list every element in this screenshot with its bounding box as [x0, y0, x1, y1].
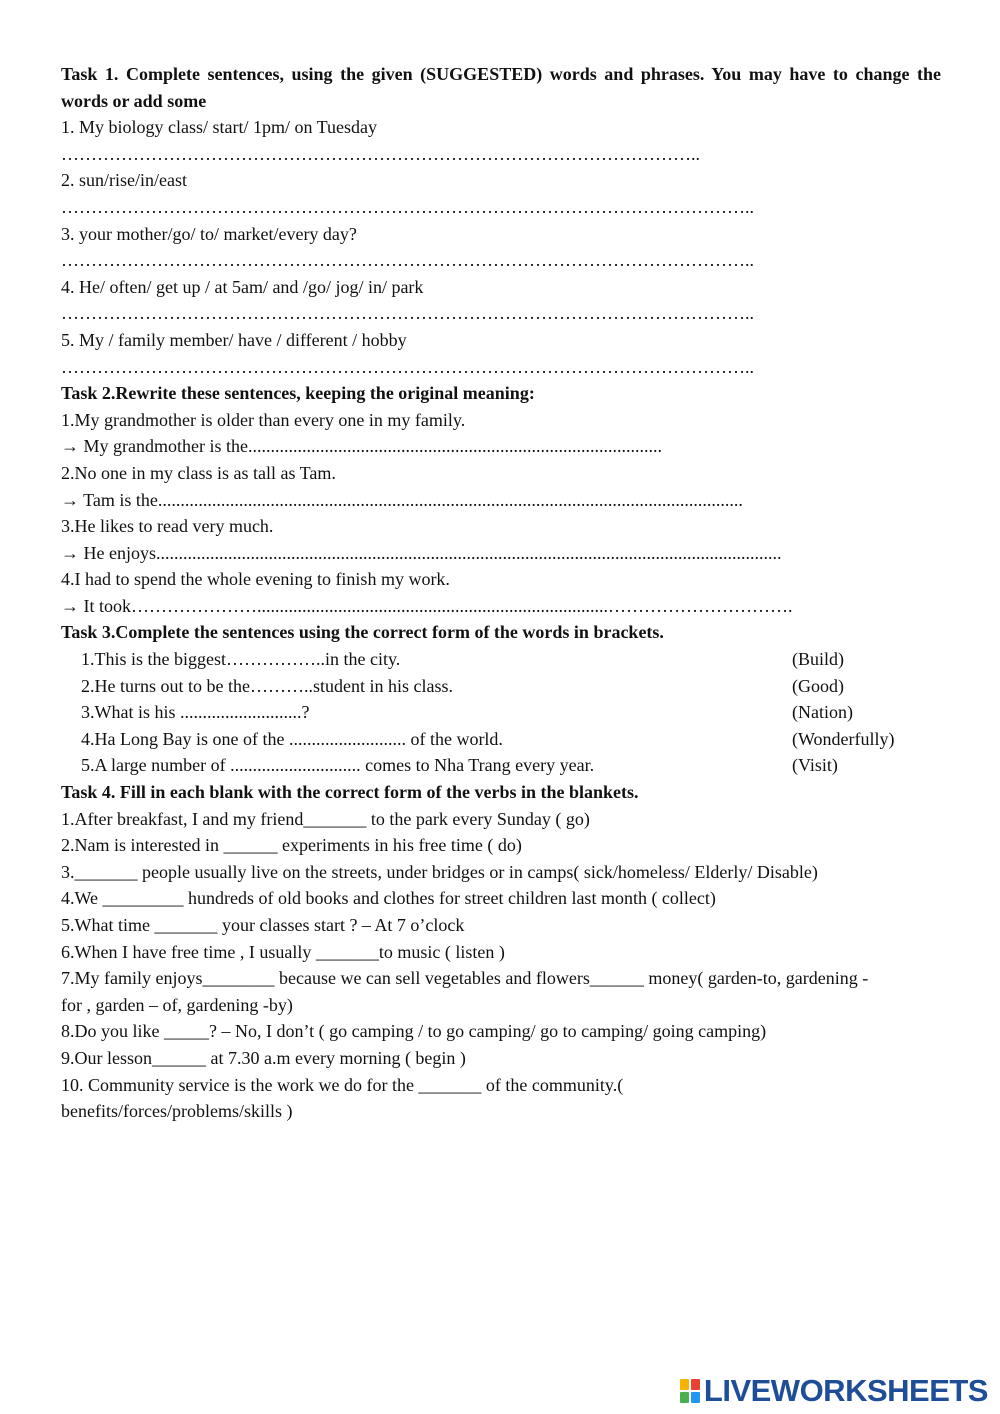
- task4-item[interactable]: 4.We _________ hundreds of old books and clothes for street children last month ( collect): [61, 888, 716, 909]
- task3-word: (Good): [792, 675, 844, 696]
- task4-item[interactable]: 10. Community service is the work we do for the _______ of the community.( benefits/forces/problems/skills ): [61, 1074, 624, 1122]
- task2-item-2: [61, 460, 941, 513]
- task1-item-3: [61, 221, 941, 274]
- task3-item: [61, 726, 941, 753]
- task1-prompt: 2. sun/rise/in/east: [61, 170, 187, 191]
- task4-item[interactable]: 2.Nam is interested in ______ experiments in his free time ( do): [61, 835, 522, 856]
- task2-prompt: 1.My grandmother is older than every one in my family.: [61, 409, 466, 430]
- task2-prompt: 4.I had to spend the whole evening to finish my work.: [61, 569, 450, 590]
- task1-item-1: [61, 114, 941, 167]
- task3-title: Task 3.Complete the sentences using the correct form of the words in brackets.: [61, 622, 664, 643]
- task2-answer-line[interactable]: → It took…………………..............................................................................………………………….: [61, 595, 793, 616]
- task3-sentence[interactable]: 5.A large number of ............................. comes to Nha Trang every year.: [81, 755, 595, 776]
- task3-word: (Build): [792, 649, 844, 670]
- task3-sentence[interactable]: 2.He turns out to be the………..student in his class.: [81, 675, 453, 696]
- task4-item[interactable]: 3._______ people usually live on the streets, under bridges or in camps( sick/homeless/ Elderly/ Disable): [61, 861, 818, 882]
- task4-title: Task 4. Fill in each blank with the correct form of the verbs in the blankets.: [61, 782, 639, 803]
- task3-item: [61, 646, 941, 673]
- liveworksheets-logo: [679, 1375, 988, 1407]
- liveworksheets-logo-text: LIVEWORKSHEETS: [703, 1373, 988, 1408]
- task3-item: [61, 752, 941, 779]
- task3-item: [61, 673, 941, 700]
- task3-item: [61, 699, 941, 726]
- task2-item-3: [61, 513, 941, 566]
- task4-item[interactable]: 7.My family enjoys________ because we can sell vegetables and flowers______ money( garden-to, gardening -for , garden – of, gardening -by): [61, 968, 869, 1015]
- task1-prompt: 3. your mother/go/ to/ market/every day?: [61, 223, 357, 244]
- task3-sentence[interactable]: 4.Ha Long Bay is one of the .......................... of the world.: [81, 728, 503, 749]
- task1-answer-line[interactable]: ……………………………………………………………………………………………………..: [61, 356, 754, 377]
- task2-prompt: 2.No one in my class is as tall as Tam.: [61, 462, 336, 483]
- task1-prompt: 4. He/ often/ get up / at 5am/ and /go/ jog/ in/ park: [61, 276, 424, 297]
- task2-answer-line[interactable]: → He enjoys...........................................................................................................................................: [61, 542, 782, 563]
- liveworksheets-logo-icon: [679, 1377, 701, 1405]
- task2-item-1: [61, 407, 941, 460]
- task3-word: (Visit): [792, 755, 838, 776]
- task4-item[interactable]: 5.What time _______ your classes start ? – At 7 o’clock: [61, 915, 465, 935]
- task2-prompt: 3.He likes to read very much.: [61, 516, 274, 537]
- task1-item-5: [61, 327, 941, 380]
- task2-title: Task 2.Rewrite these sentences, keeping the original meaning:: [61, 383, 535, 404]
- task1-prompt: 5. My / family member/ have / different / hobby: [61, 329, 407, 350]
- task4-item[interactable]: 1.After breakfast, I and my friend_______ to the park every Sunday ( go): [61, 808, 590, 829]
- task4-item[interactable]: 9.Our lesson______ at 7.30 a.m every morning ( begin ): [61, 1047, 466, 1068]
- task2-answer-line[interactable]: → My grandmother is the............................................................................................: [61, 436, 662, 457]
- task1-answer-line[interactable]: ……………………………………………………………………………………………..: [61, 143, 700, 164]
- task4-item[interactable]: 6.When I have free time , I usually _______to music ( listen ): [61, 941, 505, 962]
- task3-word: (Wonderfully): [792, 728, 895, 749]
- task1-item-2: [61, 167, 941, 220]
- task4-item[interactable]: 8.Do you like _____? – No, I don’t ( go camping / to go camping/ go to camping/ going camping): [61, 1021, 767, 1042]
- task3-word: (Nation): [792, 702, 853, 723]
- task2-answer-line[interactable]: → Tam is the..................................................................................................................................: [61, 489, 743, 510]
- task3-sentence[interactable]: 1.This is the biggest……………..in the city.: [81, 649, 401, 670]
- task1-answer-line[interactable]: ……………………………………………………………………………………………………..: [61, 250, 754, 271]
- task1-item-4: [61, 274, 941, 327]
- task1-title: Task 1. Complete sentences, using the given (SUGGESTED) words and phrases. You may have to change the words or add some: [61, 64, 941, 111]
- task1-answer-line[interactable]: ……………………………………………………………………………………………………..: [61, 196, 754, 217]
- task2-item-4: [61, 566, 941, 619]
- task1-prompt: 1. My biology class/ start/ 1pm/ on Tuesday: [61, 117, 378, 138]
- worksheet: [61, 61, 941, 1125]
- task3-sentence[interactable]: 3.What is his ...........................?: [81, 702, 310, 723]
- task1-answer-line[interactable]: ……………………………………………………………………………………………………..: [61, 303, 754, 324]
